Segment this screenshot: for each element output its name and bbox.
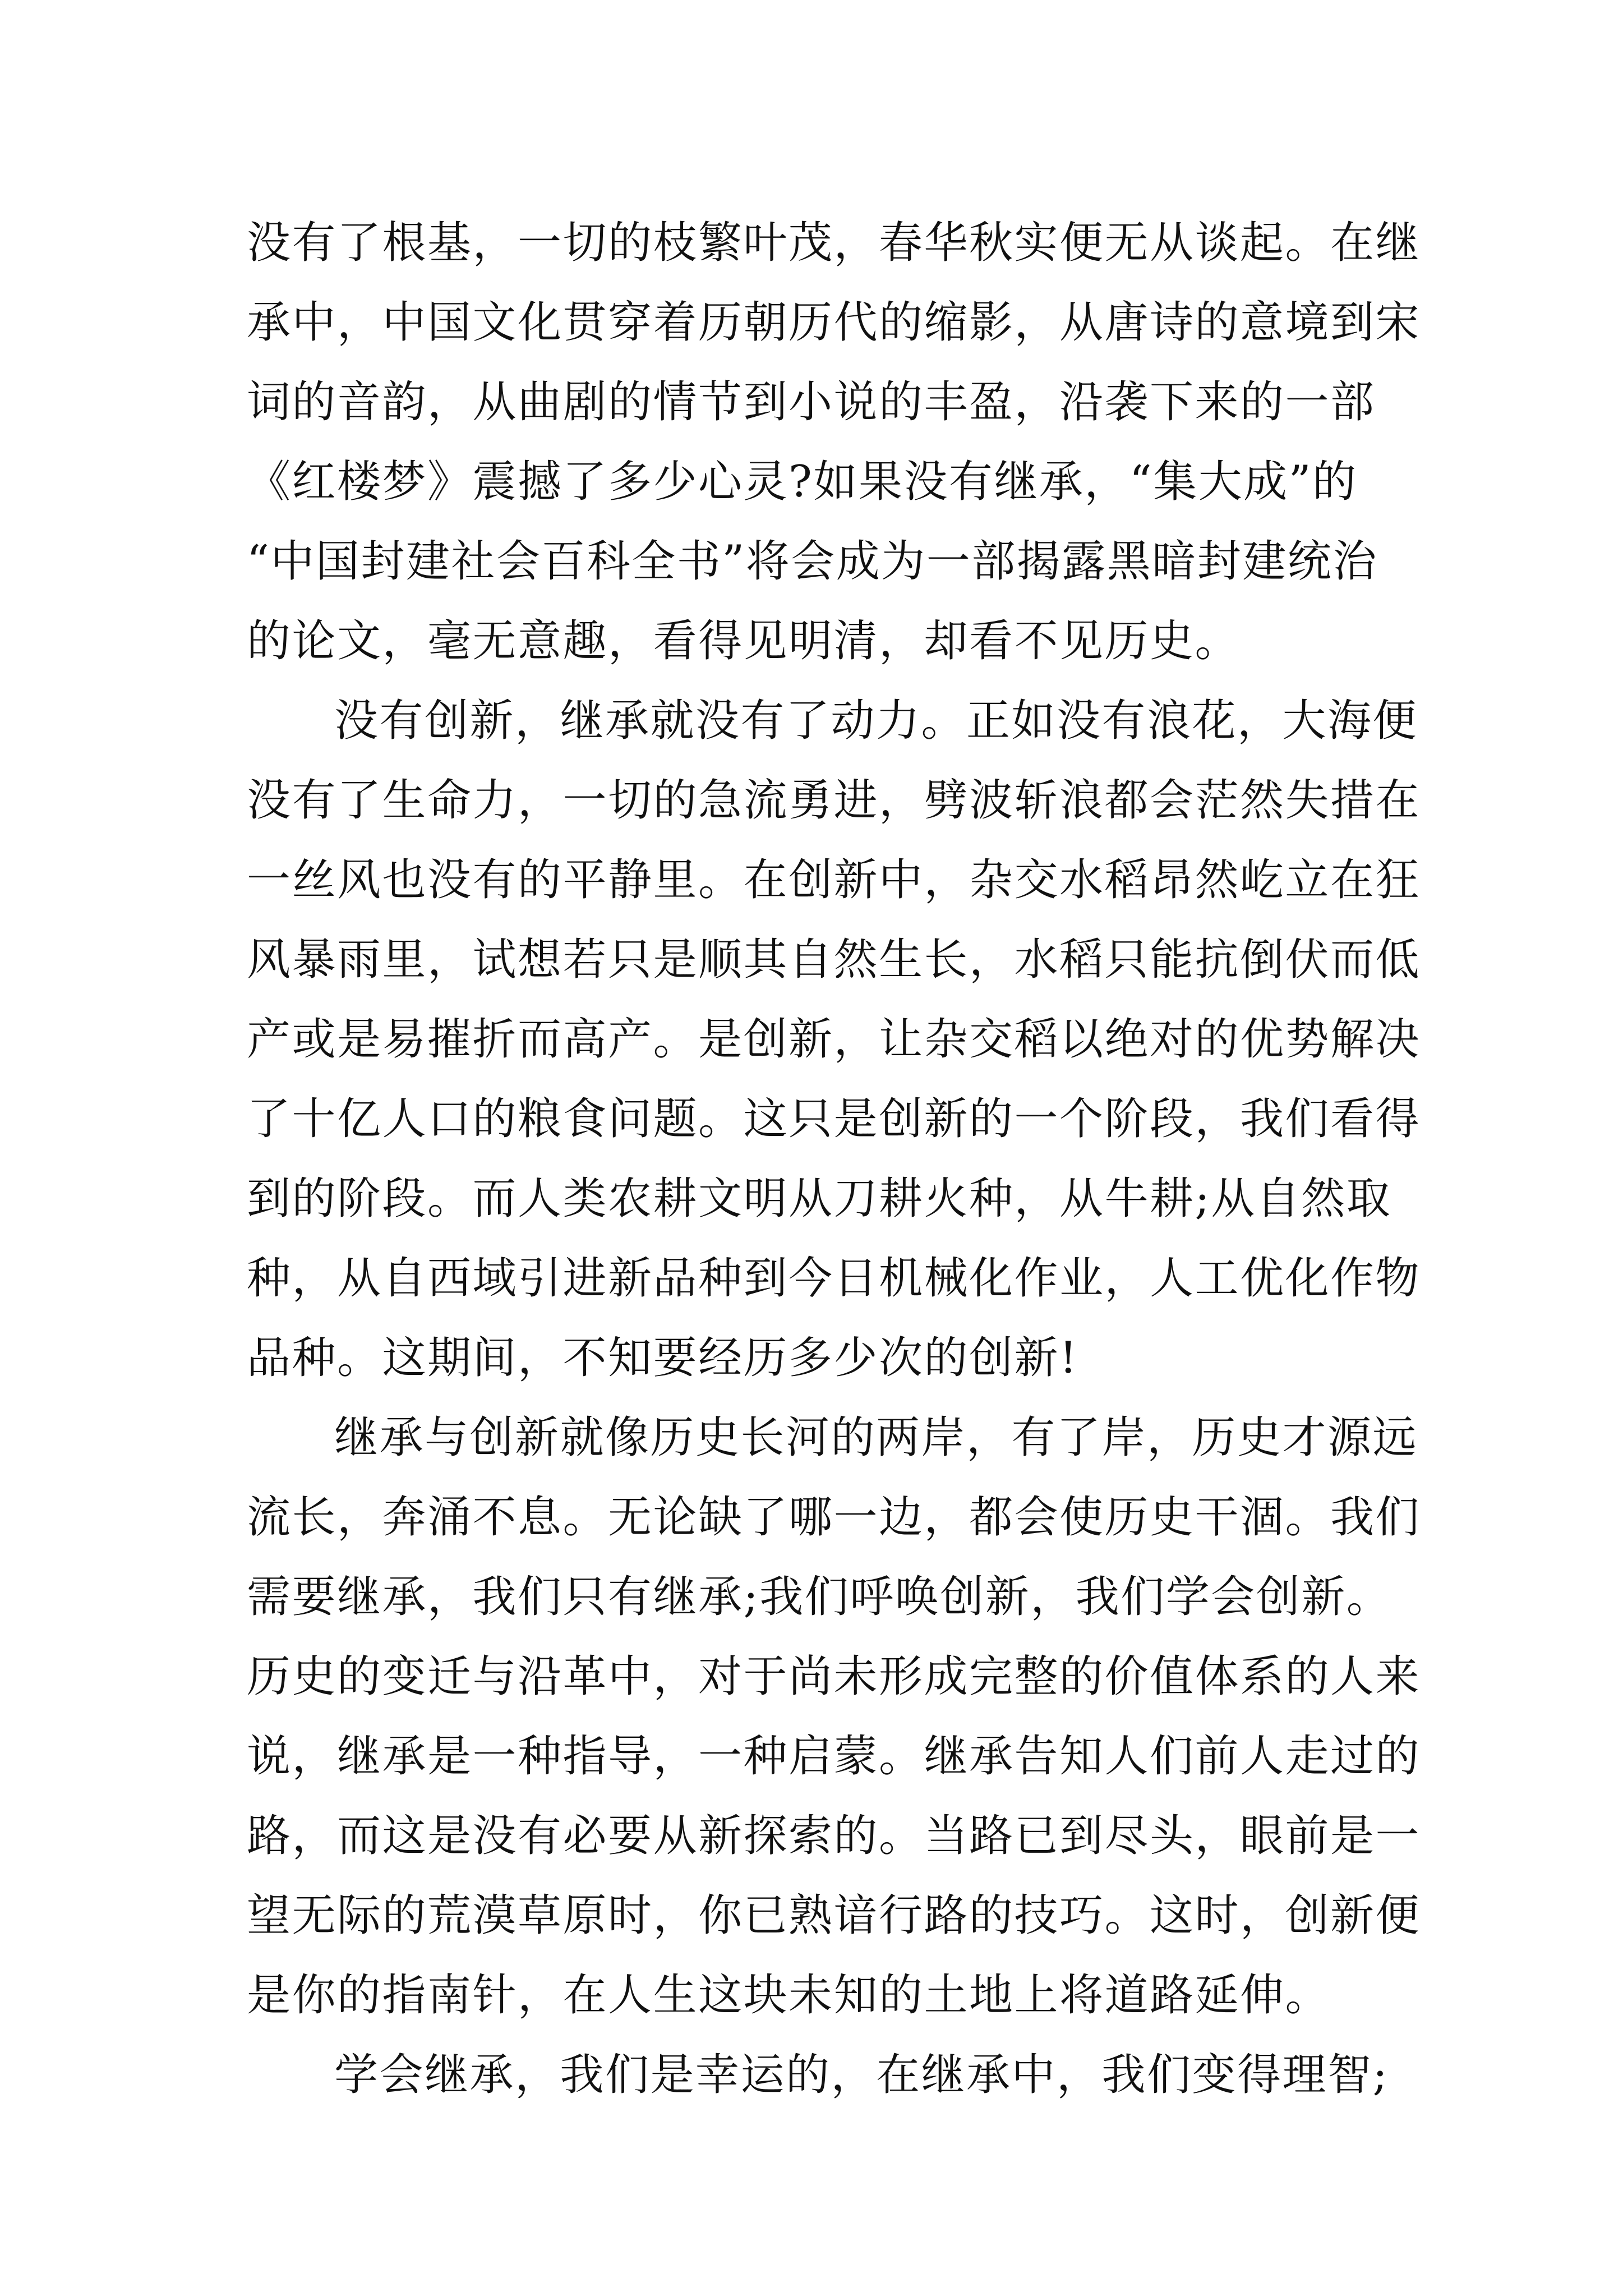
text-line: 是你的指南针，在人生这块未知的土地上将道路延伸。 (247, 1970, 1331, 2021)
text-line: 没有了根基，一切的枝繁叶茂，春华秋实便无从谈起。在继 (247, 218, 1421, 268)
text-line: 风暴雨里，试想若只是顺其自然生长，水稻只能抗倒伏而低 (247, 935, 1421, 985)
text-line: 的论文，毫无意趣，看得见明清，却看不见历史。 (247, 616, 1241, 666)
text-line: 路，而这是没有必要从新探索的。当路已到尽头，眼前是一 (247, 1811, 1421, 1861)
text-line: 到的阶段。而人类农耕文明从刀耕火种，从牛耕;从自然取 (247, 1174, 1392, 1224)
text-line: 词的音韵，从曲剧的情节到小说的丰盈，沿袭下来的一部 (247, 377, 1376, 427)
text-line: 说，继承是一种指导，一种启蒙。继承告知人们前人走过的 (247, 1731, 1421, 1782)
text-line: 没有了生命力，一切的急流勇进，劈波斩浪都会茫然失措在 (247, 775, 1421, 826)
text-line: 没有创新，继承就没有了动力。正如没有浪花，大海便 (334, 696, 1418, 746)
text-line: 种，从自西域引进新品种到今日机械化作业，人工优化作物 (247, 1253, 1421, 1304)
text-line: 望无际的荒漠草原时，你已熟谙行路的技巧。这时，创新便 (247, 1890, 1421, 1941)
body-text (247, 203, 1421, 2115)
text-line: 历史的变迁与沿革中，对于尚未形成完整的价值体系的人来 (247, 1651, 1421, 1702)
text-line: 了十亿人口的粮食问题。这只是创新的一个阶段，我们看得 (247, 1094, 1421, 1144)
text-line: 《红楼梦》震撼了多少心灵?如果没有继承，“集大成”的 (247, 457, 1358, 507)
text-line: 一丝风也没有的平静里。在创新中，杂交水稻昂然屹立在狂 (247, 855, 1421, 905)
text-line: 需要继承，我们只有继承;我们呼唤创新，我们学会创新。 (247, 1572, 1392, 1622)
text-line: 流长，奔涌不息。无论缺了哪一边，都会使历史干涸。我们 (247, 1492, 1421, 1543)
text-line: 继承与创新就像历史长河的两岸，有了岸，历史才源远 (334, 1412, 1418, 1463)
text-line: 品种。这期间，不知要经历多少次的创新! (247, 1333, 1078, 1383)
text-line: “中国封建社会百科全书”将会成为一部揭露黑暗封建统治 (247, 536, 1378, 587)
text-line: 产或是易摧折而高产。是创新，让杂交稻以绝对的优势解决 (247, 1014, 1421, 1065)
text-line: 学会继承，我们是幸运的，在继承中，我们变得理智; (334, 2050, 1389, 2100)
text-line: 承中，中国文化贯穿着历朝历代的缩影，从唐诗的意境到宋 (247, 297, 1421, 348)
